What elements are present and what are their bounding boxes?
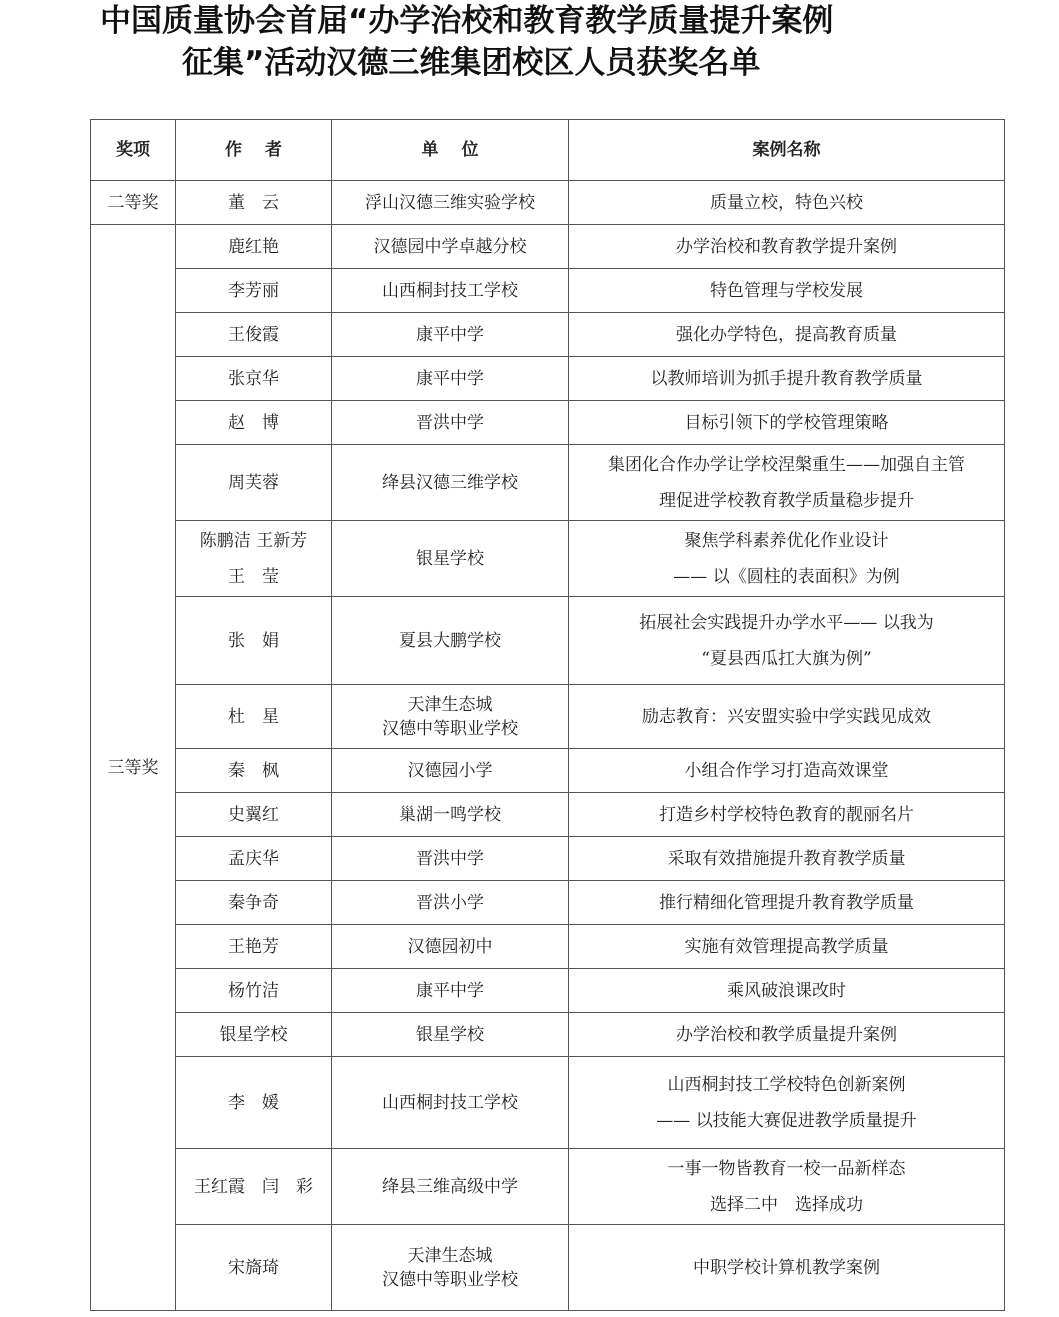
unit-cell-line: 汉德中等职业学校 [382,718,518,739]
author-cell [176,749,332,793]
case-title-cell-line: 理促进学校教育教学质量稳步提升 [659,490,914,511]
case-title-cell [569,357,1005,401]
unit-cell [332,881,569,925]
table-row [91,181,1005,225]
unit-cell-line: 汉德中等职业学校 [382,1269,518,1290]
author-cell-line: 王 莹 [228,566,279,587]
unit-cell-line: 巢湖一鸣学校 [399,804,501,825]
case-title-cell-line: 集团化合作办学让学校涅槃重生——加强自主管 [608,454,965,475]
author-cell [176,837,332,881]
unit-cell [332,313,569,357]
table-row [91,225,1005,269]
case-title-cell-line: 办学治校和教学质量提升案例 [676,1024,897,1045]
case-title-cell-line: 强化办学特色，提高教育质量 [676,324,897,345]
author-cell-line: 杜 星 [228,706,279,727]
unit-cell [332,1149,569,1225]
unit-cell [332,969,569,1013]
author-cell-line: 银星学校 [219,1024,288,1045]
award-table [90,119,1005,1311]
case-title-cell [569,793,1005,837]
case-title-cell [569,181,1005,225]
table-row [91,1057,1005,1149]
case-title-cell-line: 励志教育：兴安盟实验中学实践见成效 [642,706,931,727]
table-row [91,969,1005,1013]
unit-cell-line: 银星学校 [416,548,484,569]
header-case-title: 案例名称 [569,120,1005,181]
author-cell-line: 张 娟 [228,630,279,651]
case-title-cell [569,521,1005,597]
case-title-cell-line: 实施有效管理提高教学质量 [684,936,889,957]
author-cell-line: 王俊霞 [228,324,279,345]
author-cell [176,925,332,969]
author-cell-line: 孟庆华 [228,848,279,869]
table-header-row [91,120,1005,181]
table-row [91,357,1005,401]
table-row [91,749,1005,793]
case-title-cell-line: 目标引领下的学校管理策略 [684,412,889,433]
author-cell-line: 张京华 [228,368,279,389]
author-cell [176,521,332,597]
case-title-cell-line: 小组合作学习打造高效课堂 [684,760,889,781]
case-title-cell-line: —— 以《圆柱的表面积》为例 [673,566,900,587]
author-cell-line: 李 媛 [228,1092,279,1113]
unit-cell-line: 绛县汉德三维学校 [382,472,518,493]
unit-cell-line: 山西桐封技工学校 [382,280,518,301]
table-row [91,521,1005,597]
award-level-third: 三等奖 [91,225,176,1311]
case-title-cell [569,881,1005,925]
unit-cell-line: 晋洪中学 [416,848,484,869]
unit-cell [332,1057,569,1149]
author-cell [176,1225,332,1311]
unit-cell-line: 浮山汉德三维实验学校 [365,192,535,213]
unit-cell [332,225,569,269]
case-title-cell [569,1013,1005,1057]
author-cell [176,685,332,749]
unit-cell [332,1013,569,1057]
case-title-cell [569,969,1005,1013]
unit-cell [332,181,569,225]
author-cell [176,401,332,445]
author-cell [176,357,332,401]
unit-cell [332,401,569,445]
author-cell-line: 董 云 [228,192,279,213]
author-cell [176,445,332,521]
unit-cell [332,269,569,313]
unit-cell-line: 天津生态城 [407,1245,493,1266]
unit-cell-line: 汉德园中学卓越分校 [373,236,527,257]
case-title-cell-line: 乘风破浪课改时 [727,980,846,1001]
case-title-cell-line: 拓展社会实践提升办学水平—— 以我为 [639,612,934,633]
case-title-cell [569,401,1005,445]
unit-cell-line: 汉德园小学 [407,760,493,781]
table-row [91,313,1005,357]
author-cell-line: 秦争奇 [228,892,279,913]
unit-cell-line: 晋洪小学 [416,892,484,913]
unit-cell-line: 康平中学 [416,324,484,345]
author-cell-line: 王艳芳 [228,936,279,957]
unit-cell [332,597,569,685]
case-title-cell-line: 一事一物皆教育一校一品新样态 [667,1158,906,1179]
table-row [91,401,1005,445]
case-title-cell-line: 山西桐封技工学校特色创新案例 [667,1074,906,1095]
case-title-cell-line: 推行精细化管理提升教育教学质量 [659,892,914,913]
author-cell [176,793,332,837]
unit-cell [332,685,569,749]
author-cell-line: 宋旖琦 [228,1257,279,1278]
unit-cell [332,749,569,793]
case-title-cell-line: “夏县西瓜扛大旗为例” [701,648,872,669]
case-title-cell [569,685,1005,749]
case-title-cell [569,597,1005,685]
case-title-cell [569,925,1005,969]
unit-cell-line: 山西桐封技工学校 [382,1092,518,1113]
unit-cell [332,357,569,401]
case-title-cell [569,1225,1005,1311]
header-author: 作 者 [176,120,332,181]
table-row [91,837,1005,881]
unit-cell [332,1225,569,1311]
table-row [91,793,1005,837]
author-cell [176,225,332,269]
author-cell-line: 王红霞 闫 彩 [194,1176,313,1197]
author-cell-line: 周芙蓉 [228,472,279,493]
header-unit: 单 位 [332,120,569,181]
title-line-2: 征集”活动汉德三维集团校区人员获奖名单 [182,45,761,81]
case-title-cell-line: 办学治校和教育教学提升案例 [676,236,897,257]
table-row [91,1225,1005,1311]
author-cell [176,1013,332,1057]
case-title-cell [569,445,1005,521]
case-title-cell-line: 聚焦学科素养优化作业设计 [684,530,889,551]
author-cell-line: 秦 枫 [228,760,279,781]
author-cell [176,1057,332,1149]
case-title-cell-line: 质量立校，特色兴校 [710,192,863,213]
case-title-cell [569,837,1005,881]
unit-cell-line: 康平中学 [416,980,484,1001]
table-row [91,685,1005,749]
unit-cell-line: 天津生态城 [407,694,493,715]
case-title-cell [569,269,1005,313]
author-cell-line: 李芳丽 [228,280,279,301]
case-title-cell [569,1057,1005,1149]
case-title-cell [569,749,1005,793]
author-cell [176,969,332,1013]
unit-cell [332,521,569,597]
case-title-cell-line: —— 以技能大赛促进教学质量提升 [656,1110,917,1131]
unit-cell [332,837,569,881]
case-title-cell-line: 中职学校计算机教学案例 [693,1257,880,1278]
case-title-cell-line: 采取有效措施提升教育教学质量 [667,848,906,869]
table-row [91,1149,1005,1225]
unit-cell-line: 汉德园初中 [407,936,493,957]
title-line-1: 中国质量协会首届“办学治校和教育教学质量提升案例 [100,3,834,39]
author-cell-line: 史翼红 [228,804,279,825]
author-cell-line: 赵 博 [228,412,279,433]
author-cell [176,269,332,313]
author-cell-line: 陈鹏洁 王新芳 [199,530,308,551]
unit-cell [332,445,569,521]
award-level-second: 二等奖 [91,181,176,225]
table-row [91,445,1005,521]
author-cell [176,881,332,925]
table-row [91,1013,1005,1057]
unit-cell [332,793,569,837]
header-award: 奖项 [91,120,176,181]
unit-cell-line: 绛县三维高级中学 [382,1176,518,1197]
case-title-cell [569,1149,1005,1225]
unit-cell-line: 晋洪中学 [416,412,484,433]
author-cell [176,1149,332,1225]
table-row [91,269,1005,313]
author-cell [176,597,332,685]
unit-cell-line: 夏县大鹏学校 [399,630,501,651]
case-title-cell-line: 打造乡村学校特色教育的靓丽名片 [659,804,914,825]
case-title-cell-line: 特色管理与学校发展 [710,280,863,301]
author-cell-line: 鹿红艳 [228,236,279,257]
author-cell [176,313,332,357]
author-cell [176,181,332,225]
table-row [91,925,1005,969]
table-body [91,181,1005,1311]
unit-cell-line: 银星学校 [416,1024,484,1045]
unit-cell-line: 康平中学 [416,368,484,389]
table-row [91,597,1005,685]
case-title-cell-line: 选择二中 选择成功 [710,1194,863,1215]
unit-cell [332,925,569,969]
table-row [91,881,1005,925]
case-title-cell-line: 以教师培训为抓手提升教育教学质量 [650,368,923,389]
author-cell-line: 杨竹洁 [228,980,279,1001]
case-title-cell [569,313,1005,357]
case-title-cell [569,225,1005,269]
